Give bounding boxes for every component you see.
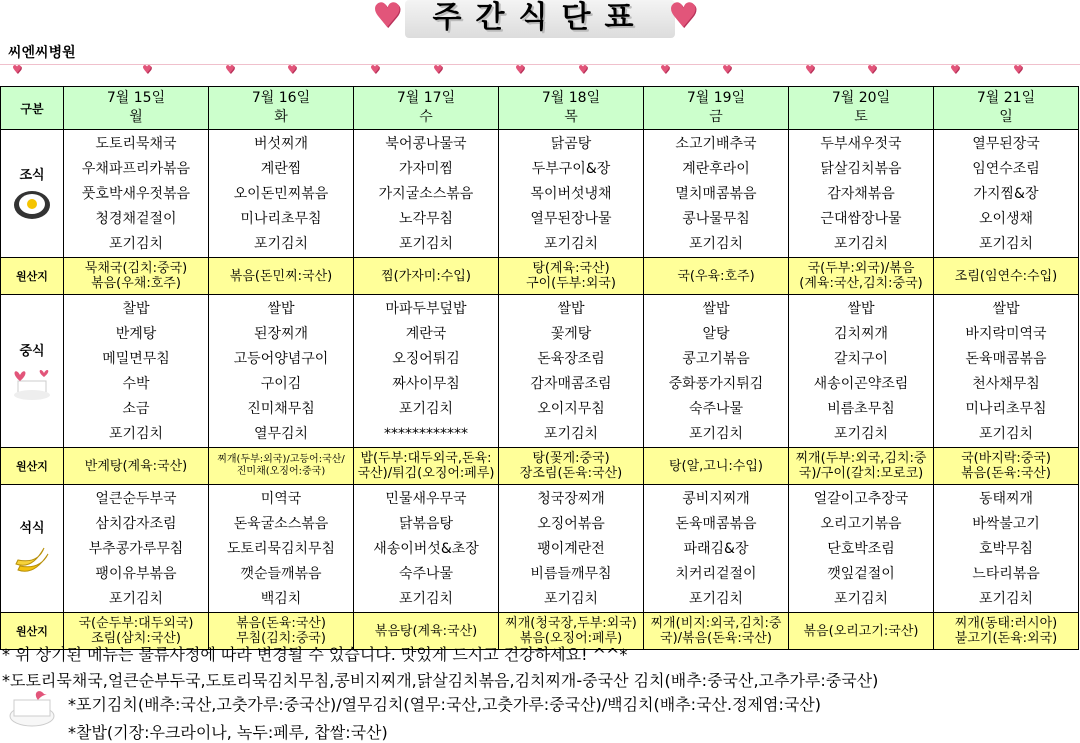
meal-label: 중식 [19, 343, 45, 359]
header-label: 구분 [1, 87, 64, 130]
menu-item: 김치찌개 [833, 326, 889, 342]
menu-item: 오징어볶음 [537, 516, 605, 532]
menu-item: 꽃게탕 [550, 326, 592, 342]
menu-item: 돈육장조림 [537, 351, 605, 367]
menu-item: 포기김치 [833, 426, 889, 442]
cake-icon [1, 363, 63, 403]
menu-item: 포기김치 [833, 236, 889, 252]
menu-item: 파래김&장 [683, 541, 749, 557]
fried-egg-icon [1, 187, 63, 223]
heart-icon: ♥ [225, 63, 235, 76]
day-header [209, 87, 354, 130]
menu-item: 갈치구이 [833, 351, 889, 367]
origin-line: 국)/볶음(돈육:국산) [660, 631, 772, 646]
menu-item: 비름초무침 [827, 401, 895, 417]
day-date: 7월 17일 [396, 90, 456, 106]
menu-cell [209, 485, 354, 613]
menu-item: 구이김 [260, 376, 302, 392]
origin-cell [789, 613, 934, 650]
menu-item: 깻순들깨볶음 [240, 566, 322, 582]
menu-item: 청국장찌개 [537, 491, 605, 507]
day-date: 7월 20일 [831, 90, 891, 106]
menu-item: 포기김치 [108, 591, 164, 607]
menu-cell [789, 485, 934, 613]
title-banner [0, 0, 1080, 40]
origin-cell [644, 258, 789, 295]
day-date: 7월 16일 [251, 90, 311, 106]
origin-cell [934, 258, 1079, 295]
menu-item: 쌀밥 [557, 301, 585, 317]
menu-item: 북어콩나물국 [385, 136, 467, 152]
heart-icon: ♥ [950, 63, 960, 76]
origin-cell [209, 448, 354, 485]
menu-item: 청경채겉절이 [95, 211, 177, 227]
menu-item: 근대쌈장나물 [820, 211, 902, 227]
origin-line: 찌개(청국장,두부:외국) [505, 616, 637, 631]
menu-item: 반계탕 [115, 326, 157, 342]
menu-item: 임연수조림 [972, 161, 1040, 177]
menu-item: 도토리묵채국 [95, 136, 177, 152]
menu-item: 소금 [122, 401, 150, 417]
menu-item: 진미채무침 [247, 401, 315, 417]
menu-item: 메밀면무침 [102, 351, 170, 367]
menu-item: 천사채무침 [972, 376, 1040, 392]
heart-icon: ♥ [1013, 63, 1023, 76]
menu-item: 알탕 [702, 326, 730, 342]
meal-label-cell [1, 295, 64, 448]
menu-item: 오이지무침 [537, 401, 605, 417]
menu-cell [209, 130, 354, 258]
origin-line: 진미채(오징어:중국) [236, 466, 326, 477]
origin-line: 찌개(두부:외국)/고등어:국산/ [217, 454, 345, 465]
menu-item: 포기김치 [978, 426, 1034, 442]
menu-item: 계란후라이 [682, 161, 750, 177]
menu-item: 포기김치 [543, 236, 599, 252]
origin-cell [354, 258, 499, 295]
header-row [1, 87, 1079, 130]
menu-item: 쌀밥 [992, 301, 1020, 317]
menu-item: 오이돈민찌볶음 [233, 186, 329, 202]
menu-item: 계란국 [405, 326, 447, 342]
day-weekday: 목 [564, 109, 578, 125]
origin-cell [934, 613, 1079, 650]
menu-item: 닭살김치볶음 [820, 161, 902, 177]
day-weekday: 일 [999, 109, 1013, 125]
menu-item: 닭곰탕 [550, 136, 592, 152]
menu-item: 도토리묵김치무침 [226, 541, 336, 557]
menu-item: 부추콩가루무침 [88, 541, 184, 557]
meal-label-cell [1, 130, 64, 258]
origin-cell [499, 448, 644, 485]
day-date: 7월 21일 [976, 90, 1036, 106]
origin-label: 원산지 [1, 258, 64, 295]
menu-item: 단호박조림 [827, 541, 895, 557]
menu-item: 포기김치 [398, 591, 454, 607]
origin-cell [354, 448, 499, 485]
origin-line: (계육:국산,김치:중국) [799, 276, 923, 291]
menu-item: 포기김치 [253, 236, 309, 252]
origin-cell [499, 258, 644, 295]
menu-cell [644, 130, 789, 258]
meal-row [1, 485, 1079, 613]
menu-item: 깻잎겉절이 [827, 566, 895, 582]
origin-cell [64, 448, 209, 485]
menu-item: 콩비지찌개 [682, 491, 750, 507]
menu-item: 닭볶음탕 [398, 516, 454, 532]
note-line: *도토리묵채국,얼큰순부두국,도토리묵김치무침,콩비지찌개,닭살김치볶음,김치찌개-중국산 김치(배추:중국산,고추가루:중국산) [2, 671, 879, 690]
menu-item: 두부새우젓국 [820, 136, 902, 152]
page-title: 주간식단표 [432, 0, 648, 35]
heart-icon: ♥ [515, 63, 525, 76]
note-line: * 위 상기된 메뉴는 물류사정에 따라 변경될 수 있습니다. 맛있게 드시고 건강하세요! ^^* [2, 645, 628, 664]
cake-icon [4, 686, 60, 736]
banana-icon [1, 540, 63, 580]
origin-line: 조림(임연수:수입) [954, 268, 1058, 284]
origin-line: 볶음(돈육:국산) [961, 466, 1051, 481]
origin-line: 탕(알,고니:수입) [668, 458, 763, 474]
menu-item: 바싹불고기 [972, 516, 1040, 532]
day-header [499, 87, 644, 130]
origin-line: 국(바지락:중국) [961, 451, 1051, 466]
menu-item: 포기김치 [688, 591, 744, 607]
menu-item: 된장찌개 [253, 326, 309, 342]
menu-item: 우채파프리카볶음 [81, 161, 191, 177]
menu-item: 가자미찜 [398, 161, 454, 177]
menu-item: 쌀밥 [702, 301, 730, 317]
menu-item: 얼큰순두부국 [95, 491, 177, 507]
menu-item: 가지굴소스볶음 [378, 186, 474, 202]
menu-item: 돈육매콤볶음 [675, 516, 757, 532]
weekly-menu-table [0, 86, 1079, 650]
heart-icon: ♥ [660, 63, 670, 76]
menu-cell [354, 130, 499, 258]
menu-item: 포기김치 [978, 236, 1034, 252]
menu-cell [64, 295, 209, 448]
meal-label: 조식 [19, 168, 45, 183]
day-header [64, 87, 209, 130]
heart-icon: ♥ [805, 63, 815, 76]
day-header [789, 87, 934, 130]
menu-item: 멸치매콤볶음 [675, 186, 757, 202]
menu-item: 포기김치 [108, 236, 164, 252]
note-line: *찰밥(기장:우크라이나, 녹두:페루, 찹쌀:국산) [68, 723, 388, 742]
menu-item: 돈육매콤볶음 [965, 351, 1047, 367]
origin-line: 불고기(돈육:외국) [954, 631, 1058, 646]
menu-item: 삼치감자조림 [95, 516, 177, 532]
menu-item: 포기김치 [978, 591, 1034, 607]
origin-cell [789, 258, 934, 295]
origin-line: 볶음탕(계육:국산) [374, 623, 478, 639]
menu-item: 열무된장국 [972, 136, 1040, 152]
menu-item: 가지찜&장 [973, 186, 1039, 202]
origin-line: 무침(김치:중국) [236, 631, 326, 646]
menu-item: 감자매콤조림 [530, 376, 612, 392]
menu-item: 민물새우무국 [385, 491, 467, 507]
menu-item: 쌀밥 [847, 301, 875, 317]
menu-cell [934, 485, 1079, 613]
menu-item: 포기김치 [688, 426, 744, 442]
day-weekday: 수 [419, 109, 433, 125]
origin-row [1, 448, 1079, 485]
menu-item: 치커리겉절이 [675, 566, 757, 582]
menu-item: 돈육굴소스볶음 [233, 516, 329, 532]
meal-label-cell [1, 485, 64, 613]
origin-cell [64, 258, 209, 295]
origin-line: 찌개(비지:외국,김치:중 [650, 616, 782, 631]
heart-icon: ♥ [867, 63, 877, 76]
menu-cell [354, 485, 499, 613]
menu-cell [354, 295, 499, 448]
menu-item: 오리고기볶음 [820, 516, 902, 532]
menu-cell [789, 295, 934, 448]
menu-item: 포기김치 [398, 401, 454, 417]
origin-cell [644, 448, 789, 485]
menu-item: 중화풍가지튀김 [668, 376, 764, 392]
day-header [644, 87, 789, 130]
origin-line: 장조림(돈육:국산) [519, 466, 623, 481]
menu-item: 노각무침 [398, 211, 454, 227]
menu-item: 수박 [122, 376, 150, 392]
menu-item: 두부구이&장 [531, 161, 611, 177]
menu-item: 고등어양념구이 [233, 351, 329, 367]
menu-item: 포기김치 [688, 236, 744, 252]
origin-line: 탕(계육:국산) [532, 261, 610, 276]
origin-line: 조림(삼치:국산) [91, 631, 181, 646]
menu-item: 팽이유부볶음 [95, 566, 177, 582]
menu-item: ************ [384, 426, 468, 442]
origin-line: 볶음(돈민찌:국산) [229, 268, 333, 284]
origin-row [1, 258, 1079, 295]
heart-icon: ♥ [722, 63, 732, 76]
origin-line: 국산)/튀김(오징어:페루) [357, 466, 495, 481]
menu-item: 포기김치 [543, 591, 599, 607]
origin-label: 원산지 [1, 448, 64, 485]
origin-label: 원산지 [1, 613, 64, 650]
menu-item: 포기김치 [543, 426, 599, 442]
menu-item: 오징어튀김 [392, 351, 460, 367]
menu-item: 얼갈이고추장국 [813, 491, 909, 507]
menu-item: 목이버섯냉채 [530, 186, 612, 202]
heart-divider [0, 64, 1080, 77]
menu-cell [64, 130, 209, 258]
menu-item: 팽이계란전 [537, 541, 605, 557]
menu-item: 열무김치 [253, 426, 309, 442]
hospital-name: 씨엔씨병원 [8, 45, 76, 61]
menu-item: 느타리볶음 [972, 566, 1040, 582]
menu-item: 포기김치 [833, 591, 889, 607]
origin-line: 국(우육:호주) [677, 268, 755, 284]
origin-line: 탕(꽃게:중국) [532, 451, 610, 466]
menu-item: 풋호박새우젓볶음 [81, 186, 191, 202]
menu-cell [499, 295, 644, 448]
origin-line: 묵채국(김치:중국) [84, 261, 188, 276]
origin-line: 찌개(두부:외국,김치:중 [795, 451, 927, 466]
menu-item: 미역국 [260, 491, 302, 507]
menu-item: 바지락미역국 [965, 326, 1047, 342]
menu-item: 찰밥 [122, 301, 150, 317]
origin-cell [644, 613, 789, 650]
origin-line: 밥(두부:대두외국,돈육: [360, 451, 492, 466]
menu-item: 버섯찌개 [253, 136, 309, 152]
day-date: 7월 19일 [686, 90, 746, 106]
day-date: 7월 18일 [541, 90, 601, 106]
menu-item: 마파두부덮밥 [385, 301, 467, 317]
menu-cell [499, 130, 644, 258]
heart-icon: ♥ [287, 63, 297, 76]
day-header [354, 87, 499, 130]
menu-item: 미나리초무침 [240, 211, 322, 227]
heart-icon: ♥ [12, 63, 22, 76]
origin-line: 볶음(오리고기:국산) [803, 623, 919, 639]
origin-line: 찜(가자미:수입) [381, 268, 471, 284]
origin-line: 찌개(동태:러시아) [954, 616, 1058, 631]
origin-line: 국(두부:외국)/볶음 [807, 261, 915, 276]
menu-cell [934, 130, 1079, 258]
day-weekday: 토 [854, 109, 868, 125]
meal-row [1, 130, 1079, 258]
origin-cell [934, 448, 1079, 485]
origin-line: 반계탕(계육:국산) [84, 458, 188, 474]
origin-line: 국(순두부:대두외국) [78, 616, 194, 631]
menu-cell [209, 295, 354, 448]
origin-cell [209, 258, 354, 295]
menu-item: 콩고기볶음 [682, 351, 750, 367]
heart-icon: ♥ [668, 0, 699, 36]
menu-cell [644, 295, 789, 448]
menu-item: 짜사이무침 [392, 376, 460, 392]
origin-line: 국)/구이(갈치:모로코) [798, 466, 924, 481]
menu-item: 숙주나물 [398, 566, 454, 582]
menu-item: 포기김치 [398, 236, 454, 252]
origin-line: 볶음(돈육:국산) [236, 616, 326, 631]
menu-item: 오이생채 [978, 211, 1034, 227]
menu-item: 쌀밥 [267, 301, 295, 317]
day-weekday: 화 [274, 109, 288, 125]
menu-cell [64, 485, 209, 613]
menu-item: 미나리초무침 [965, 401, 1047, 417]
origin-line: 볶음(오징어:페루) [519, 631, 623, 646]
origin-line: 구이(두부:외국) [526, 276, 616, 291]
menu-item: 열무된장나물 [530, 211, 612, 227]
heart-icon: ♥ [372, 0, 403, 36]
meal-label: 석식 [19, 521, 45, 536]
menu-item: 포기김치 [108, 426, 164, 442]
heart-icon: ♥ [370, 63, 380, 76]
menu-item: 동태찌개 [978, 491, 1034, 507]
menu-item: 숙주나물 [688, 401, 744, 417]
menu-cell [934, 295, 1079, 448]
menu-item: 호박무침 [978, 541, 1034, 557]
day-date: 7월 15일 [106, 90, 166, 106]
day-header [934, 87, 1079, 130]
heart-icon: ♥ [433, 63, 443, 76]
origin-line: 볶음(우채:호주) [91, 276, 181, 291]
day-weekday: 월 [129, 109, 143, 125]
day-weekday: 금 [709, 109, 723, 125]
menu-item: 새송이버섯&초장 [373, 541, 479, 557]
menu-item: 새송이곤약조림 [813, 376, 909, 392]
heart-icon: ♥ [578, 63, 588, 76]
menu-cell [644, 485, 789, 613]
menu-cell [499, 485, 644, 613]
menu-item: 콩나물무침 [682, 211, 750, 227]
menu-item: 백김치 [260, 591, 302, 607]
menu-item: 감자채볶음 [827, 186, 895, 202]
origin-cell [789, 448, 934, 485]
note-line: *포기김치(배추:국산,고춧가루:중국산)/열무김치(열무:국산,고춧가루:중국산)/백김치(배추:국산.정제염:국산) [68, 695, 821, 714]
heart-icon: ♥ [142, 63, 152, 76]
menu-cell [789, 130, 934, 258]
meal-row [1, 295, 1079, 448]
menu-item: 비름들깨무침 [530, 566, 612, 582]
menu-item: 계란찜 [260, 161, 302, 177]
menu-item: 소고기배추국 [675, 136, 757, 152]
